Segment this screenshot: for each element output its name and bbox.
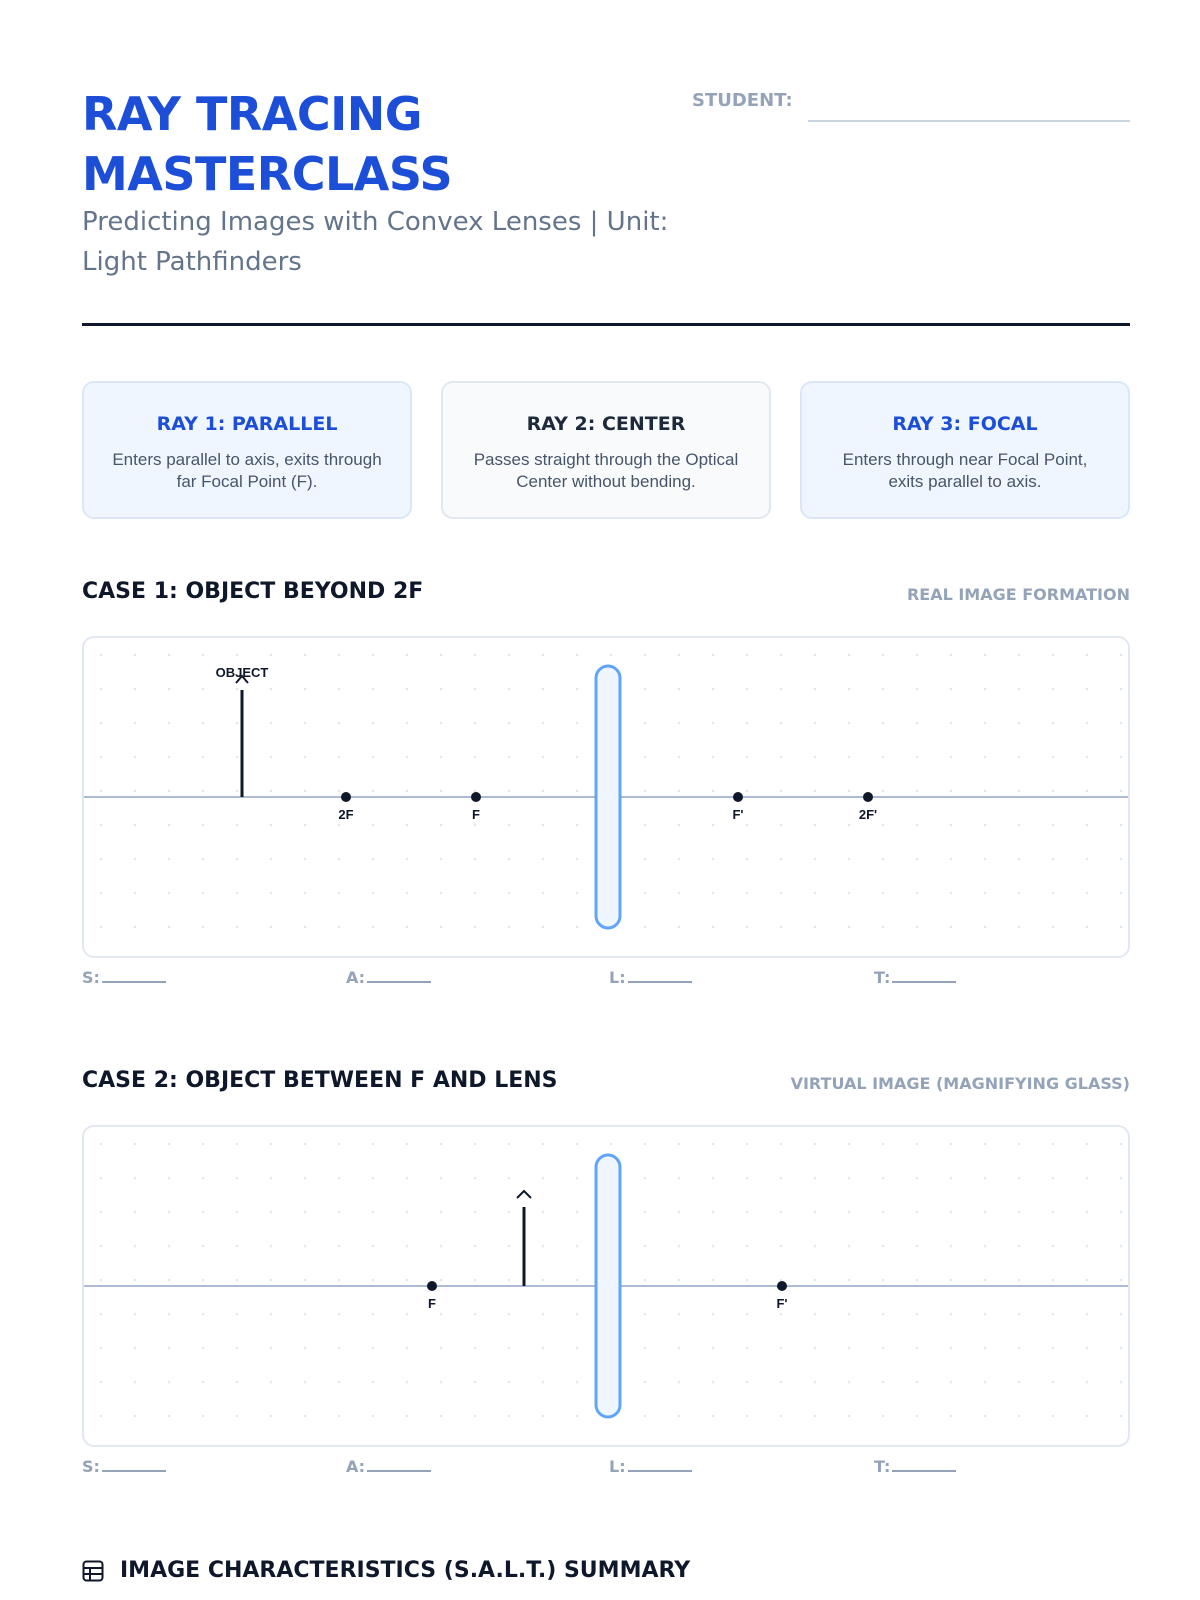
- ray-card-center: [441, 381, 771, 519]
- case2-tag: VIRTUAL IMAGE (MAGNIFYING GLASS): [790, 1074, 1130, 1093]
- student-label: STUDENT:: [692, 90, 793, 111]
- salt-location[interactable]: L:: [609, 1457, 692, 1476]
- page-title: RAY TRACING MASTERCLASS: [82, 87, 453, 201]
- object-label: OBJECT: [215, 665, 269, 680]
- point-2f-prime-label: 2F': [858, 807, 878, 822]
- ray-card-title: RAY 2: CENTER: [526, 413, 686, 435]
- convex-lens[interactable]: [596, 666, 620, 928]
- point-f: [427, 1281, 437, 1291]
- point-2f-label: 2F: [338, 807, 354, 822]
- ray-card-description: Passes straight through the Optical Center without bending.: [473, 450, 739, 491]
- case2-title: CASE 2: OBJECT BETWEEN F AND LENS: [82, 1068, 558, 1093]
- ray-card-title: RAY 1: PARALLEL: [156, 413, 338, 435]
- ray-card-title: RAY 3: FOCAL: [892, 413, 1038, 435]
- point-2f: [341, 792, 351, 802]
- point-f-label: F: [428, 1296, 436, 1311]
- ray-card-focal: [800, 381, 1130, 519]
- salt-size[interactable]: S:: [82, 1457, 166, 1476]
- point-f-prime: [733, 792, 743, 802]
- summary-heading: [82, 1558, 690, 1583]
- point-f-prime: [777, 1281, 787, 1291]
- salt-attitude[interactable]: A:: [346, 1457, 431, 1476]
- ray-card-description: Enters parallel to axis, exits through far Focal Point (F).: [112, 450, 382, 491]
- salt-location[interactable]: L:: [609, 968, 692, 987]
- header-divider: [82, 323, 1130, 326]
- case1-salt-row: [82, 968, 1130, 992]
- salt-type[interactable]: T:: [874, 1457, 956, 1476]
- table-icon: [82, 1560, 104, 1582]
- point-f-prime-label: F': [732, 807, 744, 822]
- case2-diagram[interactable]: [82, 1125, 1130, 1447]
- salt-size[interactable]: S:: [82, 968, 166, 987]
- ray-card-description: Enters through near Focal Point, exits parallel to axis.: [842, 450, 1088, 491]
- point-f: [471, 792, 481, 802]
- case2-salt-row: [82, 1457, 1130, 1481]
- case1-tag: REAL IMAGE FORMATION: [906, 585, 1130, 604]
- ray-card-parallel: [82, 381, 412, 519]
- salt-attitude[interactable]: A:: [346, 968, 431, 987]
- point-f-label: F: [472, 807, 480, 822]
- point-2f-prime: [863, 792, 873, 802]
- page-subtitle: Predicting Images with Convex Lenses | Unit: Light Pathfinders: [82, 207, 669, 277]
- convex-lens[interactable]: [596, 1155, 620, 1417]
- student-name-field[interactable]: [808, 120, 1130, 122]
- salt-type[interactable]: T:: [874, 968, 956, 987]
- summary-title: IMAGE CHARACTERISTICS (S.A.L.T.) SUMMARY: [120, 1558, 691, 1583]
- case1-title: CASE 1: OBJECT BEYOND 2F: [82, 579, 424, 604]
- case1-diagram[interactable]: [82, 636, 1130, 958]
- point-f-prime-label: F': [776, 1296, 788, 1311]
